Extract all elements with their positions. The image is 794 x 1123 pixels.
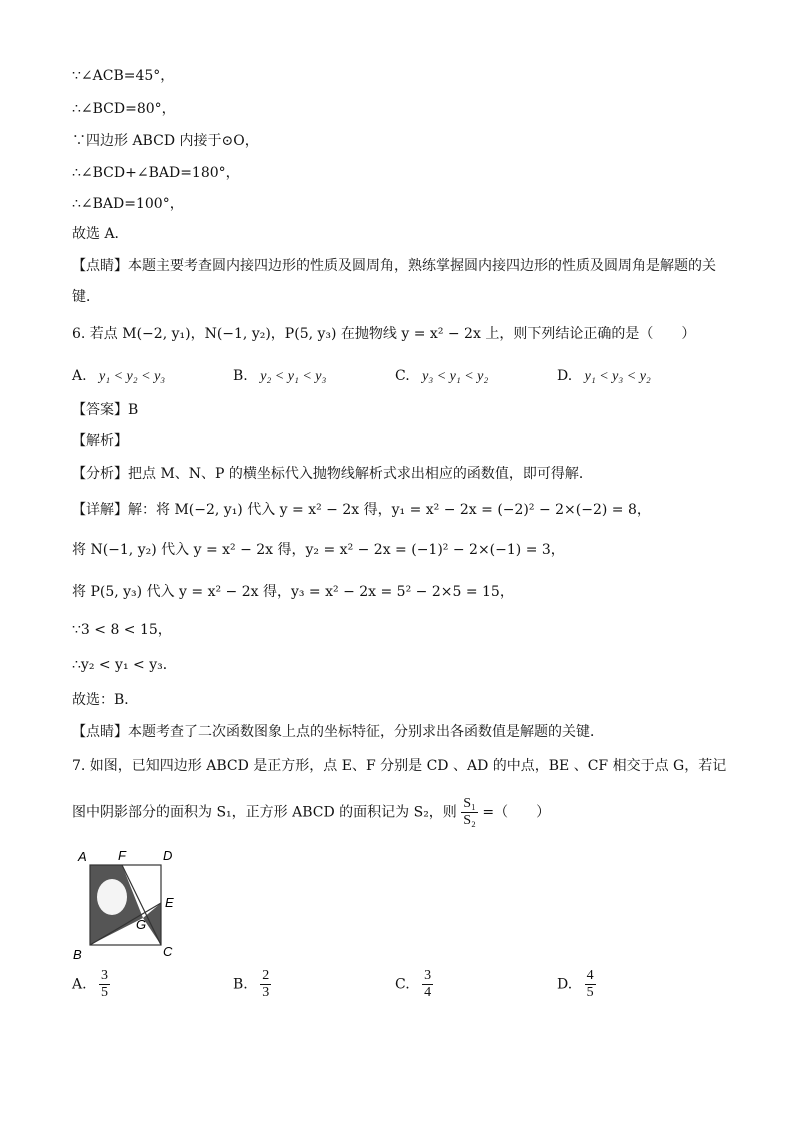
label-e: E: [165, 895, 174, 910]
label-a: A: [78, 849, 87, 864]
option-letter: A.: [72, 976, 87, 993]
line-5: ∴∠BAD=100°，: [72, 196, 184, 212]
blank-spot: [97, 879, 127, 915]
label-f: F: [118, 848, 126, 863]
line-3: ∵四边形 ABCD 内接于⊙O，: [72, 133, 259, 149]
line-4: ∴∠BCD+∠BAD=180°，: [72, 165, 240, 181]
question-7: 7. 如图，已知四边形 ABCD 是正方形，点 E、F 分别是 CD 、AD 的中点，BE 、CF 相交于点 G，若记: [72, 758, 727, 774]
s1-over-s2-fraction: [461, 796, 478, 829]
option-text: y₂ < y₁ < y₃: [260, 369, 327, 384]
square-figure: [70, 845, 190, 963]
line-13: 【详解】解：将 M(−2, y₁) 代入 y = x² − 2x 得，y₁ = x² − 2x = (−2)² − 2×(−2) = 8，: [72, 502, 651, 518]
option-letter: B.: [233, 368, 248, 384]
question-6: 6. 若点 M(−2, y₁)，N(−1, y₂)，P(5, y₃) 在抛物线 y = x² − 2x 上，则下列结论正确的是（ ）: [72, 326, 696, 342]
fraction-numerator: 4: [586, 968, 594, 983]
line-8: 键．: [72, 289, 100, 305]
fraction-denominator: 4: [424, 985, 432, 1000]
line-16: ∵3 < 8 < 15，: [72, 622, 172, 638]
line-7: 【点睛】本题主要考查圆内接四边形的性质及圆周角，熟练掌握圆内接四边形的性质及圆周角是解题的关: [72, 258, 716, 274]
fraction-numerator: 2: [262, 968, 270, 983]
option-fraction: [585, 968, 596, 1001]
fraction-numerator: 3: [424, 968, 432, 983]
line-17: ∴y₂ < y₁ < y₃．: [72, 657, 177, 673]
line-1: ∵∠ACB=45°，: [72, 68, 175, 84]
answer-label: 【答案】B: [72, 402, 139, 418]
label-d: D: [163, 848, 173, 863]
fraction-denominator: 3: [262, 985, 270, 1000]
line-14: 将 N(−1, y₂) 代入 y = x² − 2x 得，y₂ = x² − 2x = (−1)² − 2×(−1) = 3，: [72, 542, 565, 558]
q6-option-a: [72, 366, 165, 387]
option-letter: A.: [72, 368, 87, 384]
line-6: 故选 A．: [72, 226, 129, 242]
option-letter: D.: [557, 976, 573, 993]
option-letter: B.: [233, 976, 248, 993]
q6-option-b: [233, 366, 326, 387]
label-b: B: [73, 947, 82, 962]
option-letter: C.: [395, 368, 410, 384]
fraction-numerator: 3: [101, 968, 109, 983]
option-text: y₁ < y₃ < y₂: [584, 369, 651, 384]
q7-option-b: [233, 968, 271, 1001]
option-fraction: [422, 968, 433, 1001]
q7-option-a: [72, 968, 110, 1001]
q7-option-c: [395, 968, 433, 1001]
option-fraction: [99, 968, 110, 1001]
option-text: y₃ < y₁ < y₂: [422, 369, 489, 384]
line-2: ∴∠BCD=80°，: [72, 101, 176, 117]
line-21-text: 图中阴影部分的面积为 S₁，正方形 ABCD 的面积记为 S₂，则: [72, 804, 457, 821]
line-15: 将 P(5, y₃) 代入 y = x² − 2x 得，y₃ = x² − 2x = 5² − 2×5 = 15，: [72, 584, 514, 600]
line-21: [72, 796, 550, 829]
option-letter: C.: [395, 976, 410, 993]
option-text: y₁ < y₂ < y₃: [99, 369, 166, 384]
fraction-numerator: S₁: [463, 796, 476, 811]
q6-option-c: [395, 366, 488, 387]
q7-option-d: [557, 968, 596, 1001]
label-g: G: [136, 917, 147, 932]
analysis-label: 【解析】: [72, 433, 128, 449]
q6-option-d: [557, 366, 651, 387]
line-21-tail: =（ ）: [482, 804, 551, 821]
fraction-denominator: S₂: [463, 813, 476, 828]
fraction-denominator: 5: [586, 985, 594, 1000]
option-fraction: [260, 968, 271, 1001]
label-c: C: [163, 944, 173, 959]
option-letter: D.: [557, 368, 573, 384]
line-18: 故选：B．: [72, 692, 139, 708]
line-19: 【点睛】本题考查了二次函数图象上点的坐标特征，分别求出各函数值是解题的关键．: [72, 724, 604, 740]
fraction-denominator: 5: [101, 985, 109, 1000]
line-12: 【分析】把点 M、N、P 的横坐标代入抛物线解析式求出相应的函数值，即可得解．: [72, 466, 593, 482]
